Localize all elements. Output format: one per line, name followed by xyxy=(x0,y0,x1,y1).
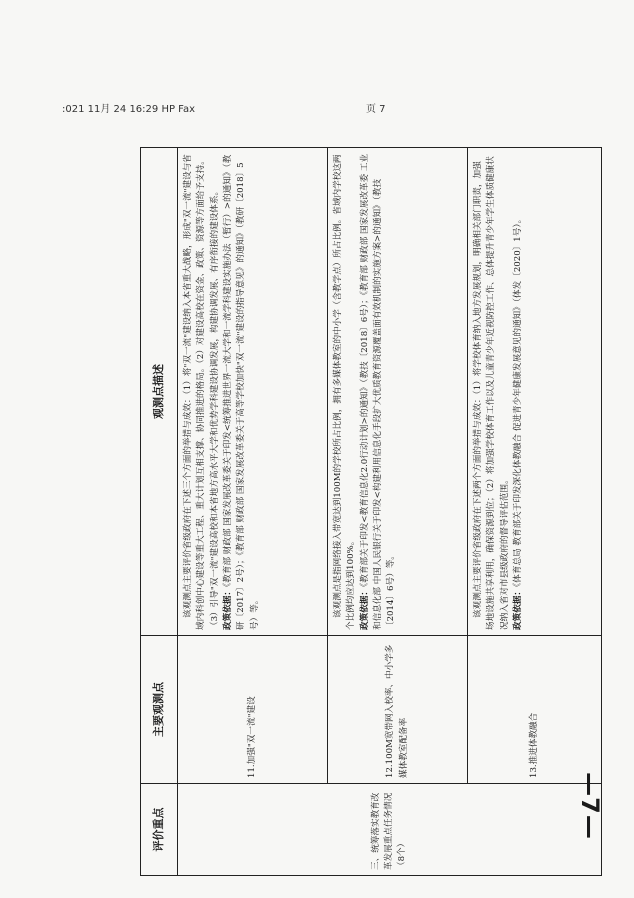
observation-point-text: 11.加强"双一流"建设 xyxy=(246,696,257,778)
observation-description-cell xyxy=(178,148,328,636)
observation-point-text: 12.100M宽带网入校率、中小学多媒体教室配备率 xyxy=(385,644,409,778)
observation-point-text: 13.推进体教融合 xyxy=(528,712,539,778)
policy-basis-label: 政策依据： xyxy=(222,587,233,630)
policy-basis-label: 政策依据： xyxy=(359,587,370,630)
fax-timestamp: :021 11月 24 16:29 HP Fax xyxy=(62,104,196,115)
evaluation-table xyxy=(140,147,602,876)
header-evaluation-focus: 评价重点 xyxy=(141,784,178,876)
observation-point-cell xyxy=(468,636,602,784)
observation-point-cell xyxy=(328,636,468,784)
observation-description-cell xyxy=(468,148,602,636)
policy-basis xyxy=(512,153,525,630)
policy-basis-text: 《教育部关于印发<教育信息化2.0行动计划>的通知》（教技〔2018〕6号）；《教育部 财政部 国家发展改革委 工业和信息化部 中国人民银行关于印发<构建利用信息化手段扩大优质教育资源覆盖面有效机制的实施方案>的通知》（教技〔2014〕6号）等。 xyxy=(359,153,397,630)
table-row xyxy=(468,148,602,876)
description-text: 该观测点主要评价省级政府在下述两个方面的举措与成效：（1）将学校体育纳入地方发展规划，明确相关部门职责，加强场地设施共享利用，确保资源到位；（2）将加强学校体育工作以及儿童青少年近视防控工作、总体提升青少年学生体质健康状况纳入省对市县级政府的督导评估范围。 xyxy=(473,156,510,630)
evaluation-area-text: 三、统筹落实教育改革发展重点任务情况（8个） xyxy=(370,792,408,870)
policy-basis-label: 政策依据： xyxy=(512,587,523,630)
table-row xyxy=(328,148,468,876)
description-text: 该观测点主要评价省级政府在下述三个方面的举措与成效：（1）将"双一流"建设纳入本省重大战略，形成"双一流"建设与省域内科创中心建设等重大工程、重大计划互相支撑、协同推进的格局。（2）对建设高校在资金、政策、资源等方面给予支持。（3）引导"双一流"建设高校和本省地方高水平大学和优势学科建设协调发展，构建协调发展、有序衔接的建设体系。 xyxy=(183,154,220,630)
description-text: 该观测点是指网络接入带宽达到100M的学校所占比例，拥有多媒体教室的中小学（含教学点）所占比例。省域内学校这两个比例均应达到100%。 xyxy=(333,154,357,630)
evaluation-area-cell xyxy=(178,784,602,876)
fax-page-label: 页 7 xyxy=(366,104,386,115)
policy-basis xyxy=(359,153,399,630)
observation-point-cell xyxy=(178,636,328,784)
evaluation-table-region xyxy=(140,148,592,876)
evaluation-table-frame xyxy=(140,148,592,876)
table-header-row xyxy=(141,148,178,876)
header-observation-description: 观测点描述 xyxy=(141,148,178,636)
policy-basis-text: 《教育部 财政部 国家发展改革委关于印发<统筹推进世界一流大学和一流学科建设实施办法（暂行）>的通知》（教研〔2017〕2号）；《教育部 财政部 国家发展改革委关于高等学校加快"双一流"建设的指导意见》的通知》（教研〔2018〕5号）等。 xyxy=(222,154,260,630)
observation-description-cell xyxy=(328,148,468,636)
table-row xyxy=(178,148,328,876)
policy-basis-text: 《体育总局 教育部关于印发深化体教融合 促进青少年健康发展意见的通知》（体发〔2020〕1号）。 xyxy=(512,214,523,588)
header-observation-point: 主要观测点 xyxy=(141,636,178,784)
page-number: —7— xyxy=(575,772,604,840)
policy-basis xyxy=(222,153,262,630)
